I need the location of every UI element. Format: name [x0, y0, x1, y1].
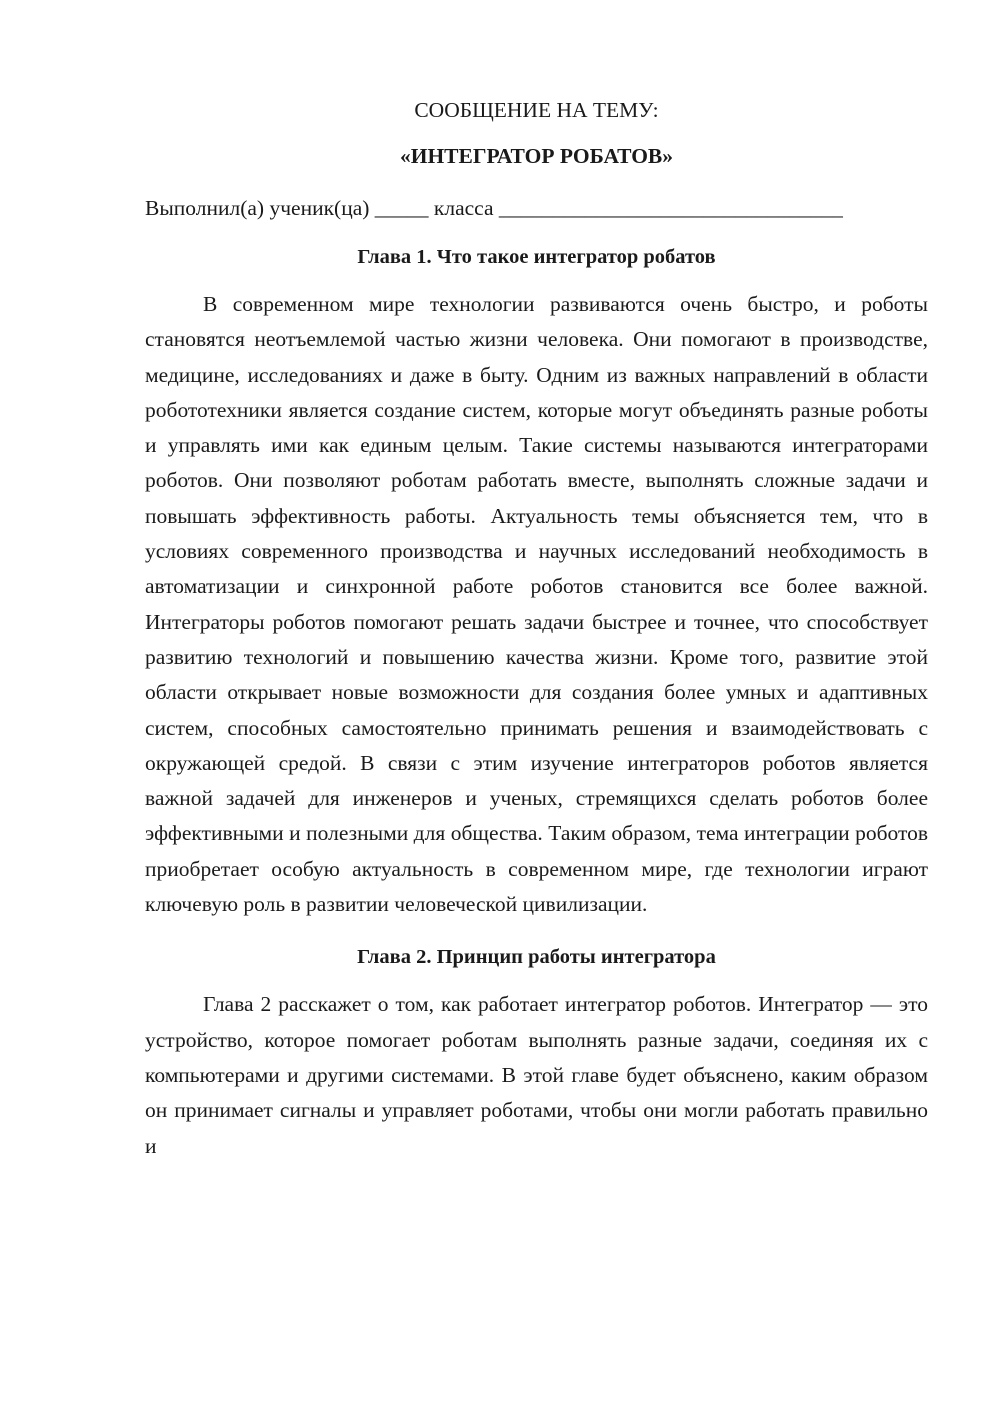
document-title-line-1: СООБЩЕНИЕ НА ТЕМУ: [414, 98, 659, 122]
document-page [145, 95, 928, 1164]
chapter-1-paragraph: В современном мире технологии развиваются очень быстро, и роботы становятся неотъемлемой частью жизни человека. Они помогают в производстве, медицине, исследованиях и даже в быту. Одним из важных направлений в области робототехники является создание систем, которые могут объединять разные роботы и управлять ими как единым целым. Такие системы называются интеграторами роботов. Они позволяют роботам работать вместе, выполнять сложные задачи и повышать эффективность работы. Актуальность темы объясняется тем, что в условиях современного производства и научных исследований необходимость в автоматизации и синхронной работе роботов становится все более важной. Интеграторы роботов помогают решать задачи быстрее и точнее, что способствует развитию технологий и повышению качества жизни. Кроме того, развитие этой области открывает новые возможности для создания более умных и адаптивных систем, способных самостоятельно принимать решения и взаимодействовать с окружающей средой. В связи с этим изучение интеграторов роботов является важной задачей для инженеров и ученых, стремящихся сделать роботов более эффективными и полезными для общества. Таким образом, тема интеграции роботов приобретает особую актуальность в современном мире, где технологии играют ключевую роль в развитии человеческой цивилизации. [145, 292, 928, 917]
chapter-2-heading: Глава 2. Принцип работы интегратора [357, 946, 716, 969]
chapter-1-heading: Глава 1. Что такое интегратор робатов [357, 246, 716, 268]
document-title-line-2: «ИНТЕГРАТОР РОБАТОВ» [399, 144, 674, 168]
author-line: Выполнил(а) ученик(ца) _____ класса ________________________________ [145, 196, 843, 220]
chapter-2-paragraph: Глава 2 расскажет о том, как работает интегратор роботов. Интегратор — это устройство, которое помогает роботам выполнять разные задачи, соединяя их с компьютерами и другими системами. В этой главе будет объяснено, каким образом он принимает сигналы и управляет роботами, чтобы они могли работать правильно и [145, 992, 928, 1158]
